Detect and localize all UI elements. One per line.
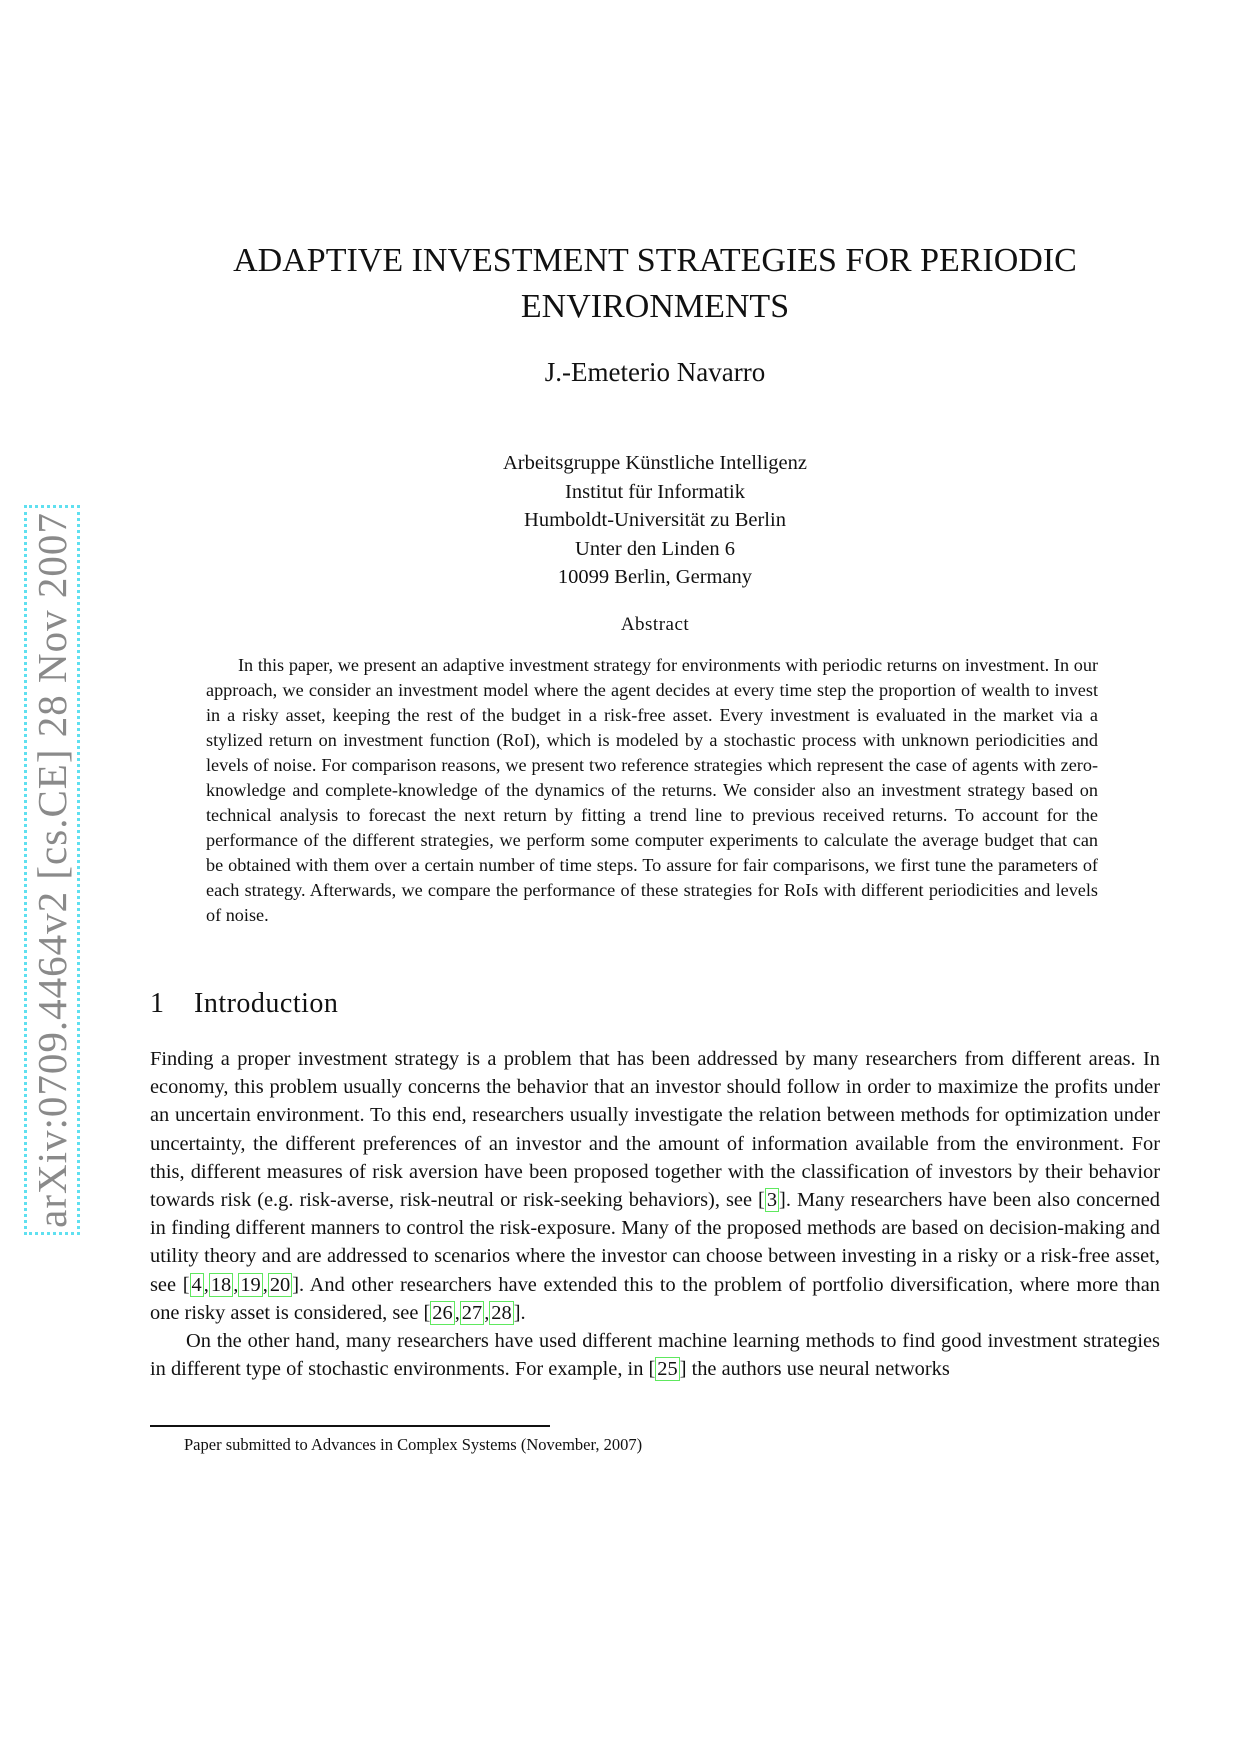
citation-separator: ,	[262, 1273, 268, 1296]
author-name: J.-Emeterio Navarro	[544, 357, 766, 387]
abstract-text: In this paper, we present an adaptive investment strategy for environments with periodic returns on investment. In our approach, we consider an investment model where the agent decides at every time step the proportion of wealth to invest in a risky asset, keeping the rest of the budget in a risk-free asset. Every investment is evaluated in the market via a stylized return on investment function (RoI), which is modeled by a stochastic process with unknown periodicities and levels of noise. For comparison reasons, we present two reference strategies which represent the case of agents with zero-knowledge and complete-knowledge of the dynamics of the returns. We consider also an investment strategy based on technical analysis to forecast the next return by fitting a trend line to previous received returns. To account for the performance of the different strategies, we perform some computer experiments to calculate the average budget that can be obtained with them over a certain number of time steps. To assure for fair comparisons, we first tune the parameters of each strategy. Afterwards, we compare the performance of these strategies for RoIs with different periodicities and levels of noise.	[206, 655, 1098, 925]
arxiv-stamp-text: arXiv:0709.4464v2 [cs.CE] 28 Nov 2007	[29, 512, 75, 1228]
text-run: ]. And other researchers have extended this to the problem of portfolio diversification, where more than one risky asset is considered, see [	[150, 1273, 1160, 1324]
citation-link[interactable]: 26	[432, 1301, 453, 1324]
text-run: On the other hand, many researchers have used different machine learning methods to find good investment strategies in different type of stochastic environments. For example, in [	[150, 1330, 1160, 1381]
introduction-body	[150, 1045, 1160, 1383]
paragraph	[150, 1327, 1160, 1383]
citation-link[interactable]: 3	[766, 1189, 778, 1212]
citation-link[interactable]: 27	[461, 1301, 483, 1324]
citation-link[interactable]: 28	[491, 1301, 512, 1324]
text-run: Finding a proper investment strategy is a problem that has been addressed by many researchers from different areas. In economy, this problem usually concerns the behavior that an investor should follow in order to maximize the profits under an uncertain environment. To this end, researchers usually investigate the relation between methods for optimization under uncertainty, the different preferences of an investor and the amount of information available from the environment. For this, different measures of risk aversion have been proposed together with the classification of investors by their behavior towards risk (e.g. risk-averse, risk-neutral or risk-seeking behaviors), see [	[150, 1048, 1160, 1212]
footnote: Paper submitted to Advances in Complex Systems (November, 2007)	[184, 1435, 643, 1454]
title-line-1: ADAPTIVE INVESTMENT STRATEGIES FOR PERIODIC	[233, 242, 1077, 279]
citation-link[interactable]: 18	[210, 1273, 232, 1296]
text-run: ]. Many researchers have been also concerned in finding different manners to control the risk-exposure. Many of the proposed methods are based on decision-making and utility theory and are addressed to scenarios where the investor can choose between investing in a risky or a risk-free asset, see [	[150, 1189, 1160, 1296]
citation-separator: ,	[454, 1301, 460, 1324]
arxiv-stamp	[24, 505, 80, 1235]
citation-link[interactable]: 20	[269, 1273, 291, 1296]
affiliation-line: Arbeitsgruppe Künstliche Intelligenz	[503, 452, 807, 474]
citation-link[interactable]: 19	[240, 1273, 261, 1296]
paper-title	[150, 238, 1160, 330]
citation-link[interactable]: 25	[657, 1358, 678, 1381]
section-heading	[150, 986, 338, 1022]
citation-link[interactable]: 4	[191, 1273, 202, 1296]
citation-separator: ,	[203, 1273, 209, 1296]
abstract-heading: Abstract	[620, 614, 690, 635]
paragraph	[150, 1045, 1160, 1327]
affiliation-line: 10099 Berlin, Germany	[557, 566, 753, 588]
affiliation-line: Unter den Linden 6	[575, 537, 735, 560]
text-run: ].	[513, 1301, 526, 1324]
affiliation-line: Institut für Informatik	[565, 480, 745, 503]
title-line-2: ENVIRONMENTS	[520, 288, 790, 325]
citation-separator: ,	[484, 1301, 490, 1324]
citation-separator: ,	[233, 1273, 239, 1296]
section-title: Introduction	[194, 988, 339, 1019]
section-number: 1	[150, 988, 165, 1019]
affiliation-line: Humboldt-Universität zu Berlin	[524, 509, 786, 531]
affiliation-block	[150, 449, 1160, 592]
text-run: ] the authors use neural networks	[679, 1358, 950, 1381]
footnote-rule	[150, 1425, 550, 1427]
